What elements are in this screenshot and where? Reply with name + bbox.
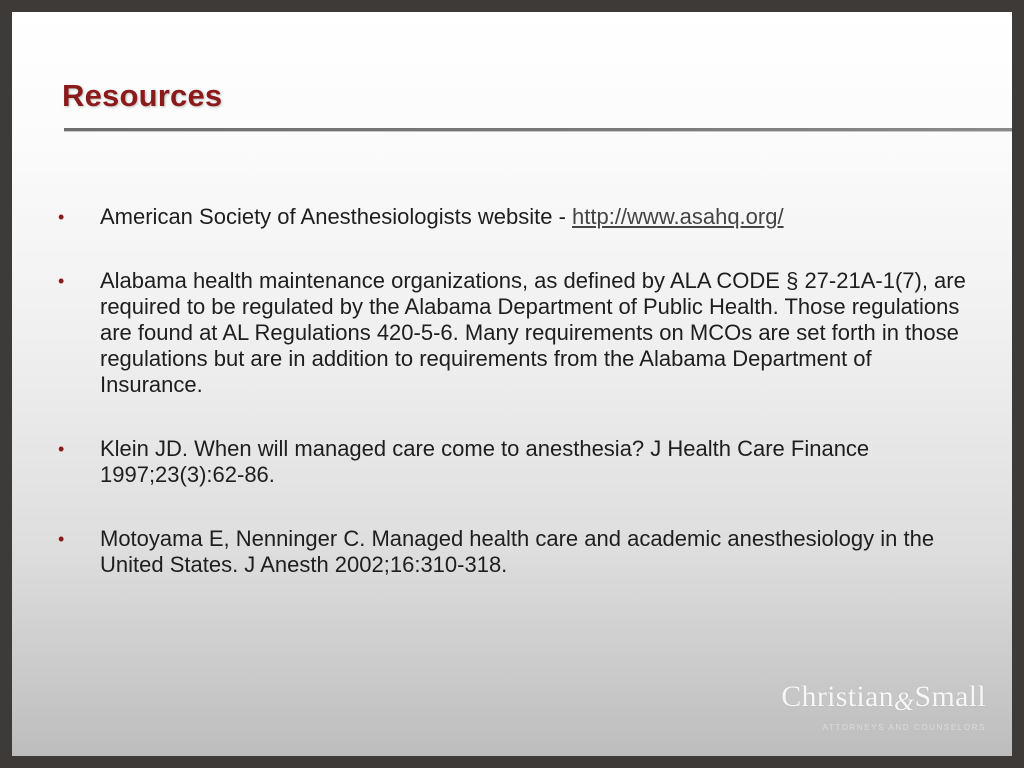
list-item <box>58 526 974 578</box>
list-item-text: American Society of Anesthesiologists website - <box>100 204 573 229</box>
bullet-icon: • <box>58 271 65 291</box>
logo-name-first: Christian <box>781 680 894 713</box>
asahq-link[interactable]: http://www.asahq.org/ <box>572 204 784 229</box>
slide-title: Resources <box>62 78 223 113</box>
bullet-icon: • <box>58 439 65 459</box>
company-logo <box>776 680 986 732</box>
list-item-text: Alabama health maintenance organizations, as defined by ALA CODE § 27-21A-1(7), are required to be regulated by the Alabama Department of Public Health. Those regulations are found at AL Regulations 420-5-6. Many requirements on MCOs are set forth in those regulations but are in addition to requirements from the Alabama Department of Insurance. <box>100 268 966 397</box>
list-item-text: Klein JD. When will managed care come to anesthesia? J Health Care Finance 1997;23(3):62-86. <box>100 436 870 487</box>
logo-tagline: ATTORNEYS AND COUNSELORS <box>822 723 986 732</box>
resource-list <box>58 204 974 616</box>
slide <box>12 12 1012 756</box>
list-item <box>58 204 974 230</box>
logo-name-second: Small <box>914 680 986 713</box>
title-divider-highlight <box>64 131 1012 132</box>
bullet-icon: • <box>58 529 65 549</box>
logo-wordmark <box>776 680 986 719</box>
list-item <box>58 436 974 488</box>
logo-ampersand: & <box>893 687 915 716</box>
bullet-icon: • <box>58 207 65 227</box>
list-item-text: Motoyama E, Nenninger C. Managed health care and academic anesthesiology in the United States. J Anesth 2002;16:310-318. <box>100 526 935 577</box>
list-item <box>58 268 974 398</box>
